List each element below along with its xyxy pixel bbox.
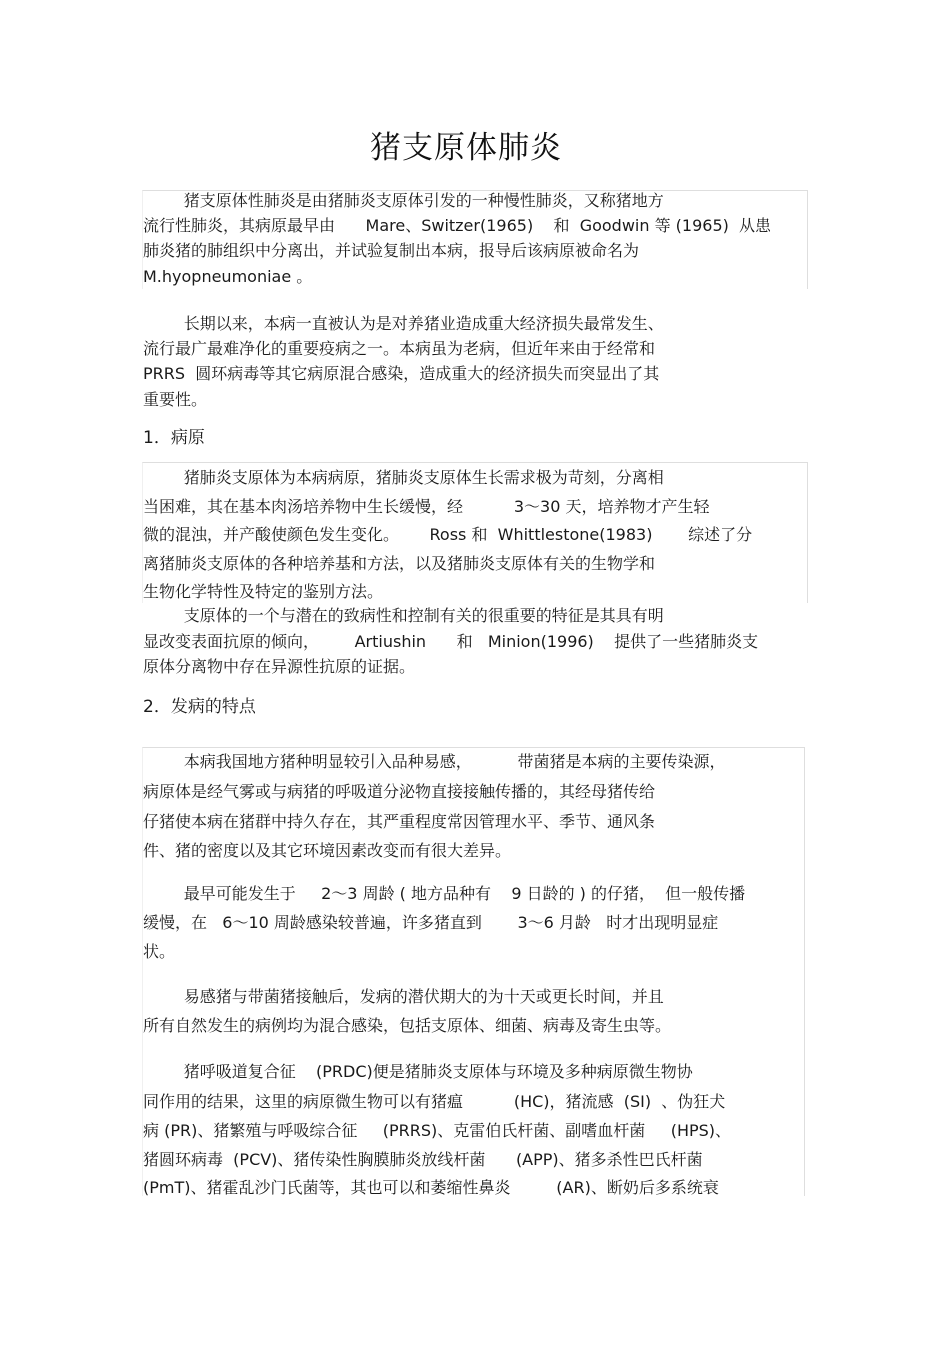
para3-line: 离猪肺炎支原体的各种培养基和方法，以及猪肺炎支原体有关的生物学和 (143, 554, 656, 573)
para6-line: 缓慢，在 6～10 周龄感染较普遍，许多猪直到 3～6 月龄 时才出现明显症 (143, 913, 719, 932)
para3-line: 生物化学特性及特定的鉴别方法。 (143, 582, 384, 601)
para1-line: M.hyopneumoniae 。 (143, 267, 313, 286)
para5-line: 件、猪的密度以及其它环境因素改变而有很大差异。 (143, 841, 512, 860)
section-heading-characteristics: 2．发病的特点 (143, 697, 256, 717)
para1-line: 猪支原体性肺炎是由猪肺炎支原体引发的一种慢性肺炎，又称猪地方 (143, 191, 664, 210)
para4-line: 显改变表面抗原的倾向， Artiushin 和 Minion(1996) 提供了一些猪肺炎支 (143, 632, 759, 651)
para1-line: 流行性肺炎，其病原最早由 Mare、Switzer(1965) 和 Goodwin 等 (1965) 从患 (143, 216, 772, 235)
para6-line: 最早可能发生于 2～3 周龄 ( 地方品种有 9 日龄的 ) 的仔猪， 但一般传播 (143, 884, 746, 903)
para3-line: 当困难，其在基本肉汤培养物中生长缓慢，经 3～30 天，培养物才产生轻 (143, 497, 710, 516)
para8-line: 猪呼吸道复合征 (PRDC)便是猪肺炎支原体与环境及多种病原微生物协 (143, 1062, 693, 1081)
para8-line: 猪圆环病毒 (PCV)、猪传染性胸膜肺炎放线杆菌 (APP)、猪多杀性巴氏杆菌 (143, 1150, 703, 1169)
para2-line: 流行最广最难净化的重要疫病之一。本病虽为老病，但近年来由于经常和 (143, 339, 656, 358)
para3-line: 猪肺炎支原体为本病病原，猪肺炎支原体生长需求极为苛刻，分离相 (143, 468, 664, 487)
para4-line: 原体分离物中存在异源性抗原的证据。 (143, 657, 416, 676)
para5-line: 病原体是经气雾或与病猪的呼吸道分泌物直接接触传播的，其经母猪传给 (143, 782, 656, 801)
para1-line: 肺炎猪的肺组织中分离出，并试验复制出本病，报导后该病原被命名为 (143, 241, 640, 260)
para4-line: 支原体的一个与潜在的致病性和控制有关的很重要的特征是其具有明 (143, 606, 664, 625)
para2-line: 重要性。 (143, 390, 208, 409)
para8-line: 同作用的结果，这里的病原微生物可以有猪瘟 (HC)，猪流感 (SI) 、伪狂犬 (143, 1092, 726, 1111)
para2-line: 长期以来，本病一直被认为是对养猪业造成重大经济损失最常发生、 (143, 314, 664, 333)
para5-line: 本病我国地方猪种明显较引入品种易感， 带菌猪是本病的主要传染源， (143, 752, 726, 771)
section-heading-pathogen: 1．病原 (143, 428, 205, 448)
para2-line: PRRS 圆环病毒等其它病原混合感染，造成重大的经济损失而突显出了其 (143, 364, 660, 383)
para7-line: 易感猪与带菌猪接触后，发病的潜伏期大的为十天或更长时间，并且 (143, 987, 664, 1006)
para3-line: 微的混浊，并产酸使颜色发生变化。 Ross 和 Whittlestone(1983) 综述了分 (143, 525, 753, 544)
para7-line: 所有自然发生的病例均为混合感染，包括支原体、细菌、病毒及寄生虫等。 (143, 1016, 672, 1035)
para5-line: 仔猪使本病在猪群中持久存在，其严重程度常因管理水平、季节、通风条 (143, 812, 656, 831)
document-title: 猪支原体肺炎 (370, 130, 562, 166)
para6-line: 状。 (143, 942, 176, 961)
para8-line: 病 (PR)、猪繁殖与呼吸综合征 (PRRS)、克雷伯氏杆菌、副嗜血杆菌 (HPS)、 (143, 1121, 732, 1140)
para8-line: (PmT)、猪霍乱沙门氏菌等，其也可以和萎缩性鼻炎 (AR)、断奶后多系统衰 (143, 1178, 719, 1197)
